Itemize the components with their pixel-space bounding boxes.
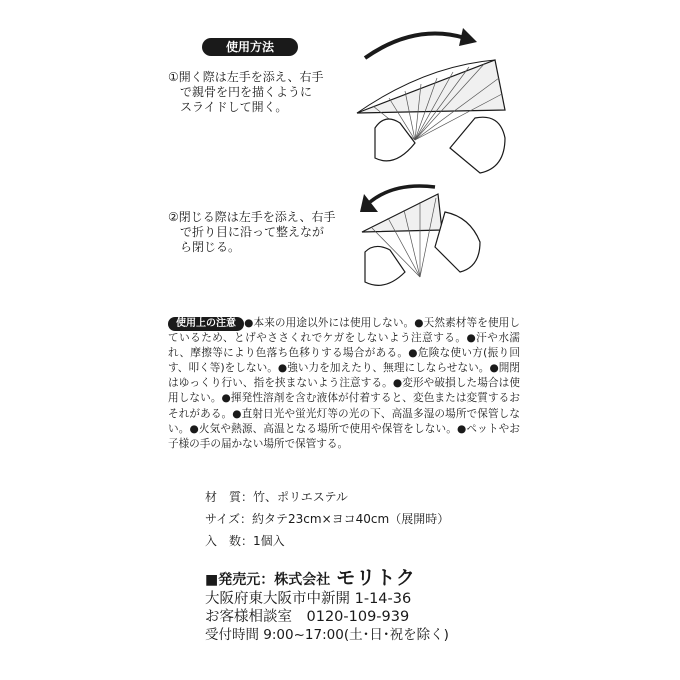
spec-size: サイズ：約タテ23cm×ヨコ40cm（展開時） xyxy=(205,512,450,526)
maker-label-line xyxy=(205,563,525,590)
caution-title-badge: 使用上の注意 xyxy=(168,317,244,331)
usage-step-open: ①開く際は左手を添え、右手 で親骨を円を描くように スライドして開く。 xyxy=(168,70,324,114)
maker-address: 大阪府東大阪市中新開 1-14-36 xyxy=(205,591,412,607)
fan-close-illustration xyxy=(350,172,500,297)
right-hand-icon xyxy=(450,117,505,173)
spec-material: 材 質：竹、ポリエステル xyxy=(205,490,348,504)
close-direction-arrow-icon xyxy=(370,186,435,202)
maker-block xyxy=(205,563,525,644)
maker-brand: モリトク xyxy=(336,567,416,589)
maker-label: ■発売元：株式会社 xyxy=(205,572,331,588)
caution-section xyxy=(168,316,520,452)
usage-title-badge: 使用方法 xyxy=(202,38,298,56)
right-hand-icon xyxy=(435,212,480,272)
caution-text: ●本来の用途以外には使用しない。●天然素材等を使用しているため、とげやささくれでケガをしないよう注意する。●汗や水濡れ、摩擦等により色落ち色移りする場合がある。●危険な使い方(振り回す、叩く等)をしない。●強い力を加えたり、無理にしならせない。●開閉はゆっくり行い、指を挟まないよう注意する。●変形や破損した場合は使用しない。●揮発性溶剤を含む液体が付着すると、変色または変質するおそれがある。●直射日光や蛍光灯等の光の下、高温多湿の場所で保管しない。●火気や熱源、高温となる場所で使用や保管をしない。●ペットやお子様の手の届かない場所で保管する。 xyxy=(168,317,520,450)
open-direction-arrow-icon xyxy=(365,34,465,59)
usage-step-close: ②閉じる際は左手を添え、右手 で折り目に沿って整えなが ら閉じる。 xyxy=(168,210,336,254)
maker-hours: 受付時間 9:00~17:00(土･日･祝を除く) xyxy=(205,627,449,643)
left-hand-icon xyxy=(365,246,405,285)
fan-open-illustration xyxy=(355,18,520,183)
left-hand-icon xyxy=(375,119,415,161)
maker-phone: お客様相談室 0120-109-939 xyxy=(205,609,410,625)
specs-block xyxy=(205,486,449,552)
spec-count: 入 数：1個入 xyxy=(205,534,285,548)
